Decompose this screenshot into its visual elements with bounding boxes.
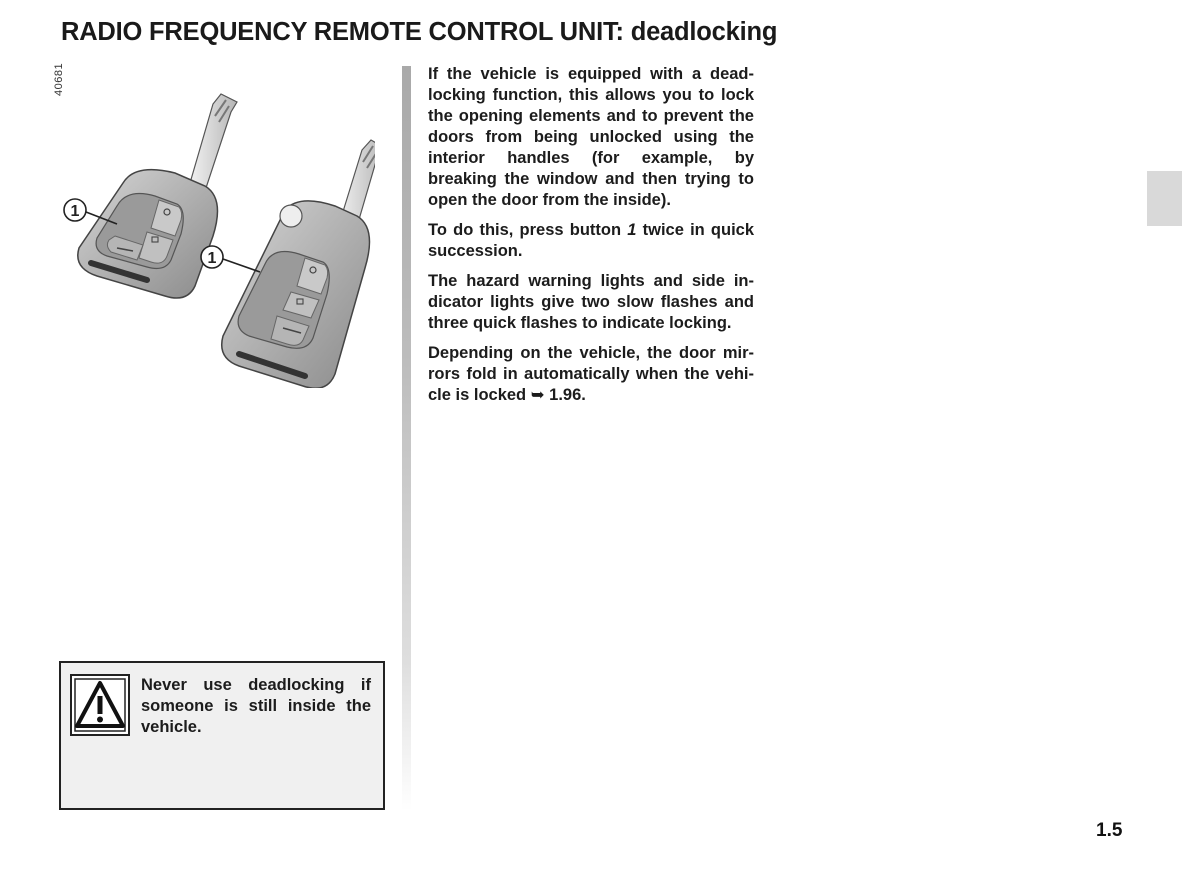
chapter-tab [1147, 171, 1182, 226]
figure-id: 40681 [53, 62, 65, 96]
page-title [61, 18, 777, 47]
warning-triangle-icon [70, 674, 130, 736]
button-ref: 1 [627, 221, 637, 239]
key-fob-right [222, 140, 375, 388]
warning-text: Never use deadlocking if someone is still inside the vehicle. [141, 676, 371, 736]
warning-box [59, 661, 385, 810]
column-divider [402, 66, 411, 811]
p2-text-a: To do this, press button [428, 221, 628, 239]
p3-text-b: slow flashes and [609, 293, 755, 311]
paragraph-2 [428, 220, 754, 262]
paragraph-3 [428, 271, 754, 334]
title-sub: deadlocking [630, 18, 778, 46]
title-main: RADIO FREQUENCY REMOTE CONTROL UNIT: [61, 18, 631, 46]
paragraph-1: If the vehicle is equipped with a dead-locking function, this allows you to lock the opening elements and to prevent the doors from being unlocked using the interior handles (for example, by breaking the window and then trying to open the door from the inside). [428, 65, 754, 209]
page-number: 1.5 [1096, 820, 1123, 841]
arrow-ref-icon: ➥ [530, 386, 545, 404]
three-emph: three [428, 314, 469, 332]
callout-left-label: 1 [70, 203, 80, 220]
callout-right [201, 246, 260, 272]
paragraph-4 [428, 343, 754, 406]
body-text [428, 64, 754, 415]
p2-text-b: twice in quick succession. [428, 221, 755, 260]
two-emph: two [581, 293, 610, 311]
p3-text-c: quick flashes to indicate locking. [468, 314, 732, 332]
callout-right-label: 1 [207, 250, 217, 267]
p3-text-a: The hazard warning lights and side in-dicator lights give [428, 272, 754, 311]
p4-text-a: Depending on the vehicle, the door mir-rors fold in automatically when the vehi-cle is locked [428, 344, 754, 404]
key-fob-illustration [55, 88, 375, 388]
page-ref-link[interactable]: 1.96. [544, 386, 586, 404]
